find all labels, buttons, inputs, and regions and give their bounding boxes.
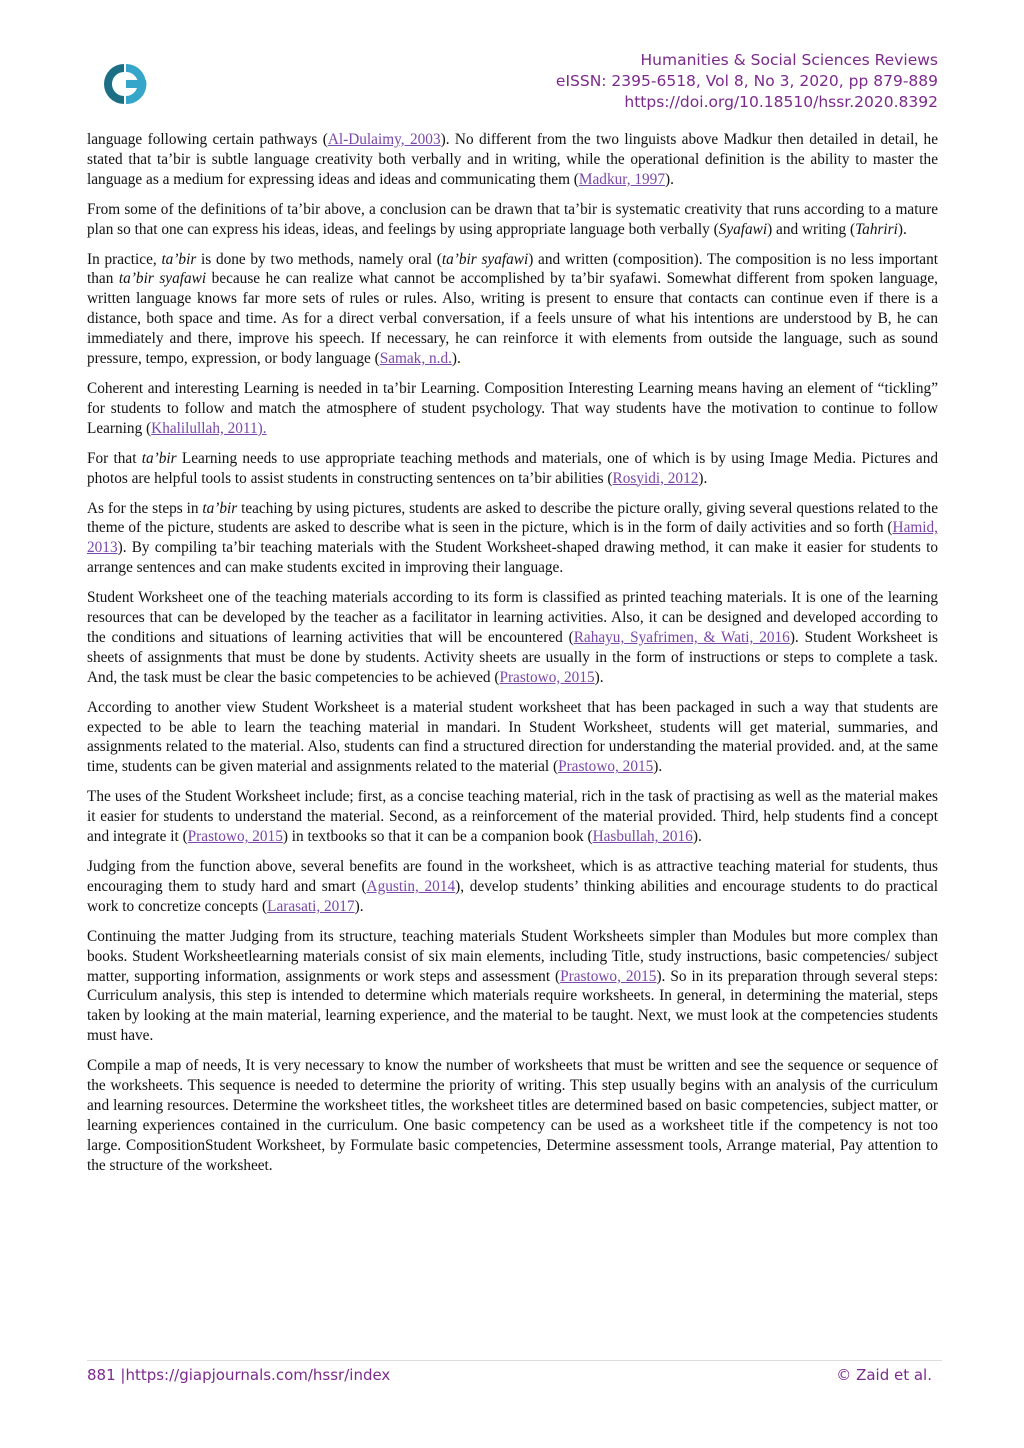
text: ). No different from the two linguists above Madkur then detailed in detail, he stated that ta’bir is subtle language creativity both verbally and in writing, while the operational definition is the ability to master the language as a medium for expressing ideas and ideas and communicating them ( [87, 131, 938, 188]
paragraph-4 [87, 379, 938, 439]
text: because he can realize what cannot be accomplished by ta’bir syafawi. Somewhat different from spoken language, written language knows far more sets of rules or rules. Also, writing is present to ensure that contacts can continue even if there is a distance, both space and time. As for a direct verbal conversation, if a feels unsure of what his intentions are understood by B, he can immediately and there, improve his speech. If necessary, he can reinforce it with elements from outside the language, such as sound pressure, tempo, expression, or body language ( [87, 270, 938, 368]
text: teaching by using pictures, students are asked to describe the picture orally, giving several questions related to the theme of the picture, students are asked to describe what is seen in the picture, which is in the form of daily activities and so forth ( [87, 499, 938, 537]
text: ). [594, 668, 604, 686]
italic-term: ta’bir [161, 250, 197, 268]
italic-term: Syafawi [718, 220, 768, 238]
paragraph-9 [87, 787, 938, 847]
citation-link[interactable]: Hasbullah, 2016 [592, 828, 693, 846]
citation-link[interactable]: Madkur, 1997 [578, 170, 665, 188]
paragraph-10 [87, 857, 938, 917]
text: ) and writing ( [767, 220, 856, 238]
text: The uses of the Student Worksheet include; first, as a concise teaching material, rich in the task of practising as well as the material makes it easier for students to understand the material. Second, as a reinforcement of the material provided. Third, help students find a concept and integrate it ( [87, 788, 938, 846]
text: ). [664, 170, 674, 188]
paragraph-3 [87, 250, 938, 369]
paragraph-11 [87, 927, 938, 1046]
italic-term: ta’bir syafawi [118, 270, 207, 288]
text: ), develop students’ thinking abilities and encourage students to do practical work to concretize concepts ( [87, 877, 938, 915]
paragraph-12 [87, 1056, 938, 1175]
text: ) and written (composition). The composition is no less important than [87, 250, 938, 288]
text: In practice, [87, 250, 162, 268]
text: ). So in its preparation through several steps: Curriculum analysis, this step is intended to determine which materials require worksheets. In general, in determining the material, steps taken by looking at the main material, learning experience, and the material to be taught. Next, we must look at the competencies students must have. [87, 967, 938, 1045]
text: Learning needs to use appropriate teaching methods and materials, one of which is by using Image Media. Pictures and photos are helpful tools to assist students in constructing sentences on ta’bir abilities ( [87, 449, 938, 487]
italic-term: ta’bir [202, 499, 238, 517]
text: Student Worksheet one of the teaching materials according to its form is classified as printed teaching materials. It is one of the learning resources that can be developed by the teacher as a facilitator in learning activities. Also, it can be designed and developed according to the conditions and situations of learning activities that will be encountered ( [87, 589, 938, 646]
citation-link[interactable]: Prastowo, 2015 [558, 758, 654, 776]
text: As for the steps in [87, 499, 203, 517]
journal-logo [94, 60, 156, 108]
text: According to another view Student Worksheet is a material student worksheet that has been packaged in such a way that students are expected to be able to learn the teaching material in mandari. In Student Worksheet, students will get material, summaries, and assignments related to the material. Also, students can find a structured direction for understanding the material provided. and, at the same time, students can be given material and assignments related to the material ( [87, 698, 938, 776]
article-body [87, 130, 938, 1186]
italic-term: ta’bir [141, 449, 177, 467]
text: ). By compiling ta’bir teaching materials with the Student Worksheet-shaped drawing method, it can make it easier for students to arrange sentences and can make students excited in improving their language. [87, 539, 938, 577]
text: For that [87, 449, 142, 467]
paragraph-2 [87, 200, 938, 240]
text: Continuing the matter Judging from its structure, teaching materials Student Worksheets simpler than Modules but more complex than books. Student Worksheetlearning materials consist of six main elements, including Title, study instructions, basic competencies/ subject matter, supporting information, assignments or work steps and assessment ( [87, 927, 938, 985]
paragraph-1 [87, 130, 938, 190]
citation-link[interactable]: Khalilullah, 2011). [151, 419, 267, 437]
journal-title: Humanities & Social Sciences Reviews [640, 51, 938, 69]
text: Judging from the function above, several benefits are found in the worksheet, which is as attractive teaching material for students, thus encouraging them to study hard and smart ( [87, 858, 938, 895]
paragraph-8 [87, 698, 938, 778]
citation-link[interactable]: Rosyidi, 2012 [612, 469, 699, 487]
text: Compile a map of needs, It is very necessary to know the number of worksheets that must be written and see the sequence or sequence of the worksheets. This sequence is needed to determine the priority of writing. This step usually begins with an analysis of the curriculum and learning resources. Determine the worksheet titles, the worksheet titles are determined based on basic competencies, subject matter, or learning experiences contained in the curriculum. One basic competency can be used as a worksheet title if the competency is not too large. CompositionStudent Worksheet, by Formulate basic competencies, Determine assessment tools, Arrange material, Pay attention to the structure of the worksheet. [87, 1057, 938, 1174]
citation-link[interactable]: Al-Dulaimy, 2003 [327, 131, 441, 148]
citation-link[interactable]: Agustin, 2014 [366, 877, 456, 895]
text: language following certain pathways ( [87, 131, 328, 148]
journal-info [556, 50, 938, 113]
footer-page-url[interactable]: 881 |https://giapjournals.com/hssr/index [87, 1366, 391, 1384]
italic-term: Tahriri [855, 220, 898, 238]
footer-copyright: © Zaid et al. [836, 1366, 932, 1384]
text: ). [692, 828, 702, 846]
citation-link[interactable]: Prastowo, 2015 [560, 967, 657, 985]
text: is done by two methods, namely oral ( [196, 250, 442, 268]
text: ). Student Worksheet is sheets of assignments that must be done by students. Activity sheets are usually in the form of instructions or steps to complete a task. And, the task must be clear the basic competencies to be achieved ( [87, 628, 939, 686]
text: ). [354, 897, 364, 915]
text: ) in textbooks so that it can be a companion book ( [282, 828, 593, 846]
text: Coherent and interesting Learning is needed in ta’bir Learning. Composition Interesting Learning means having an element of “tickling” for students to follow and match the atmosphere of student psychology. That way students have the motivation to continue to follow Learning ( [87, 379, 938, 437]
citation-link[interactable]: Hamid, 2013 [87, 519, 938, 557]
citation-link[interactable]: Prastowo, 2015 [499, 668, 595, 686]
paragraph-6 [87, 499, 938, 579]
citation-link[interactable]: Samak, n.d. [379, 350, 452, 368]
text: ). [698, 469, 708, 487]
citation-link[interactable]: Rahayu, Syafrimen, & Wati, 2016 [573, 628, 790, 646]
citation-link[interactable]: Prastowo, 2015 [187, 828, 283, 846]
text: From some of the definitions of ta’bir above, a conclusion can be drawn that ta’bir is systematic creativity that runs according to a mature plan so that one can express his ideas, ideas, and feelings by using appropriate language both verbally ( [87, 200, 938, 238]
paragraph-5 [87, 449, 938, 489]
text: ). [897, 220, 907, 238]
issn-line: eISSN: 2395-6518, Vol 8, No 3, 2020, pp 879-889 [555, 72, 938, 90]
text: ). [451, 350, 461, 368]
footer-divider [87, 1360, 942, 1361]
citation-link[interactable]: Larasati, 2017 [267, 897, 355, 915]
paragraph-7 [87, 588, 938, 688]
text: ). [653, 758, 663, 776]
doi-link[interactable]: https://doi.org/10.18510/hssr.2020.8392 [624, 93, 938, 111]
italic-term: ta’bir syafawi [441, 250, 529, 268]
